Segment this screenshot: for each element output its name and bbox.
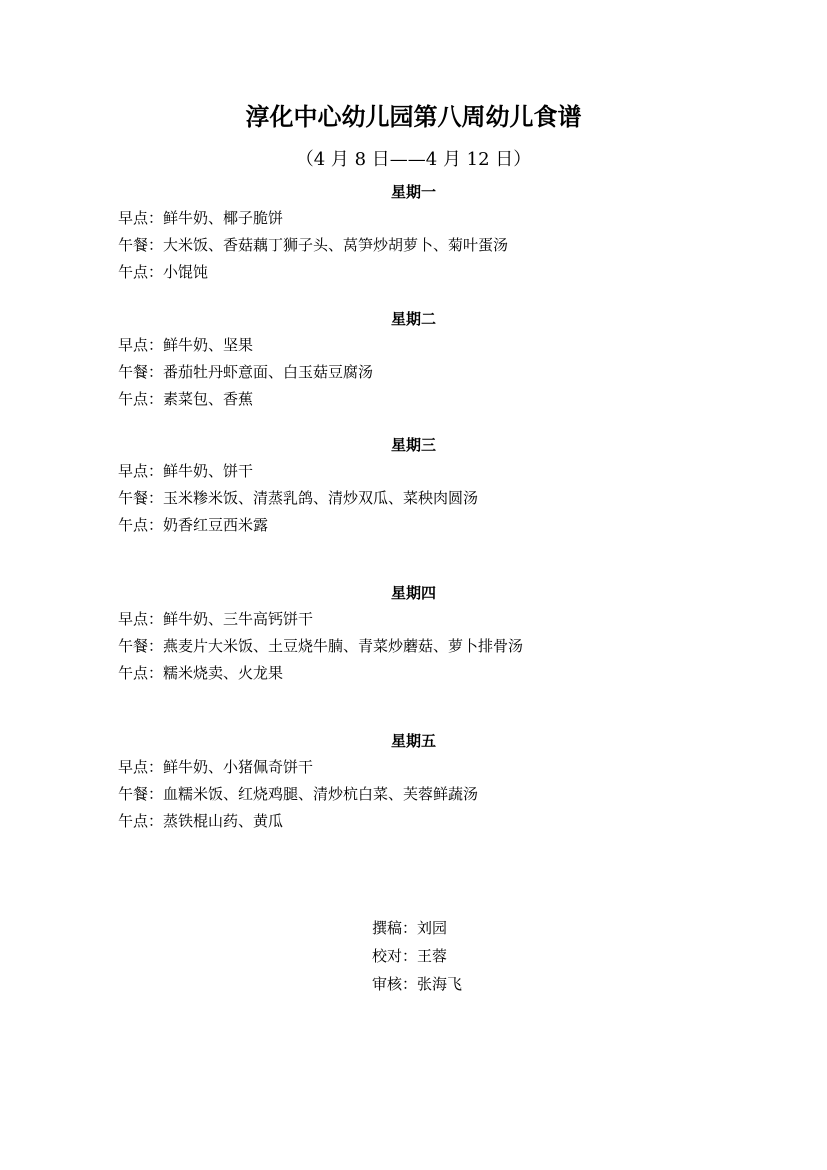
snack-line: 午点：素菜包、香蕉: [118, 390, 254, 408]
breakfast-line: 早点：鲜牛奶、坚果: [118, 336, 254, 354]
breakfast-line: 早点：鲜牛奶、三牛高钙饼干: [118, 610, 314, 628]
writer-credit: 撰稿：刘园: [372, 919, 448, 937]
day-section-wednesday: [118, 432, 708, 539]
breakfast-line: 早点：鲜牛奶、小猪佩奇饼干: [118, 758, 314, 776]
date-range: （4 月 8 日——4 月 12 日）: [295, 149, 532, 170]
lunch-line: 午餐：燕麦片大米饭、土豆烧牛腩、青菜炒蘑菇、萝卜排骨汤: [118, 637, 524, 655]
day-heading: 星期二: [390, 310, 436, 328]
day-heading: 星期五: [390, 732, 436, 750]
snack-line: 午点：小馄饨: [118, 263, 209, 281]
lunch-line: 午餐：血糯米饭、红烧鸡腿、清炒杭白菜、芙蓉鲜蔬汤: [118, 785, 479, 803]
lunch-line: 午餐：番茄牡丹虾意面、白玉菇豆腐汤: [118, 363, 374, 381]
day-section-friday: [118, 728, 708, 835]
reviewer-credit: 审核：张海飞: [372, 975, 463, 993]
day-section-thursday: [118, 580, 708, 687]
snack-line: 午点：奶香红豆西米露: [118, 516, 269, 534]
day-section-tuesday: [118, 306, 708, 413]
snack-line: 午点：蒸铁棍山药、黄瓜: [118, 812, 284, 830]
breakfast-line: 早点：鲜牛奶、饼干: [118, 462, 254, 480]
snack-line: 午点：糯米烧卖、火龙果: [118, 664, 284, 682]
breakfast-line: 早点：鲜牛奶、椰子脆饼: [118, 209, 284, 227]
page-title: 淳化中心幼儿园第八周幼儿食谱: [245, 102, 582, 131]
day-heading: 星期一: [390, 183, 436, 201]
day-section-monday: [118, 179, 708, 286]
credits-block: [372, 914, 572, 998]
proofreader-credit: 校对：王蓉: [372, 947, 448, 965]
lunch-line: 午餐：玉米糁米饭、清蒸乳鸽、清炒双瓜、菜秧肉圆汤: [118, 489, 479, 507]
lunch-line: 午餐：大米饭、香菇藕丁狮子头、莴笋炒胡萝卜、菊叶蛋汤: [118, 236, 509, 254]
day-heading: 星期四: [390, 584, 436, 602]
day-heading: 星期三: [390, 436, 436, 454]
